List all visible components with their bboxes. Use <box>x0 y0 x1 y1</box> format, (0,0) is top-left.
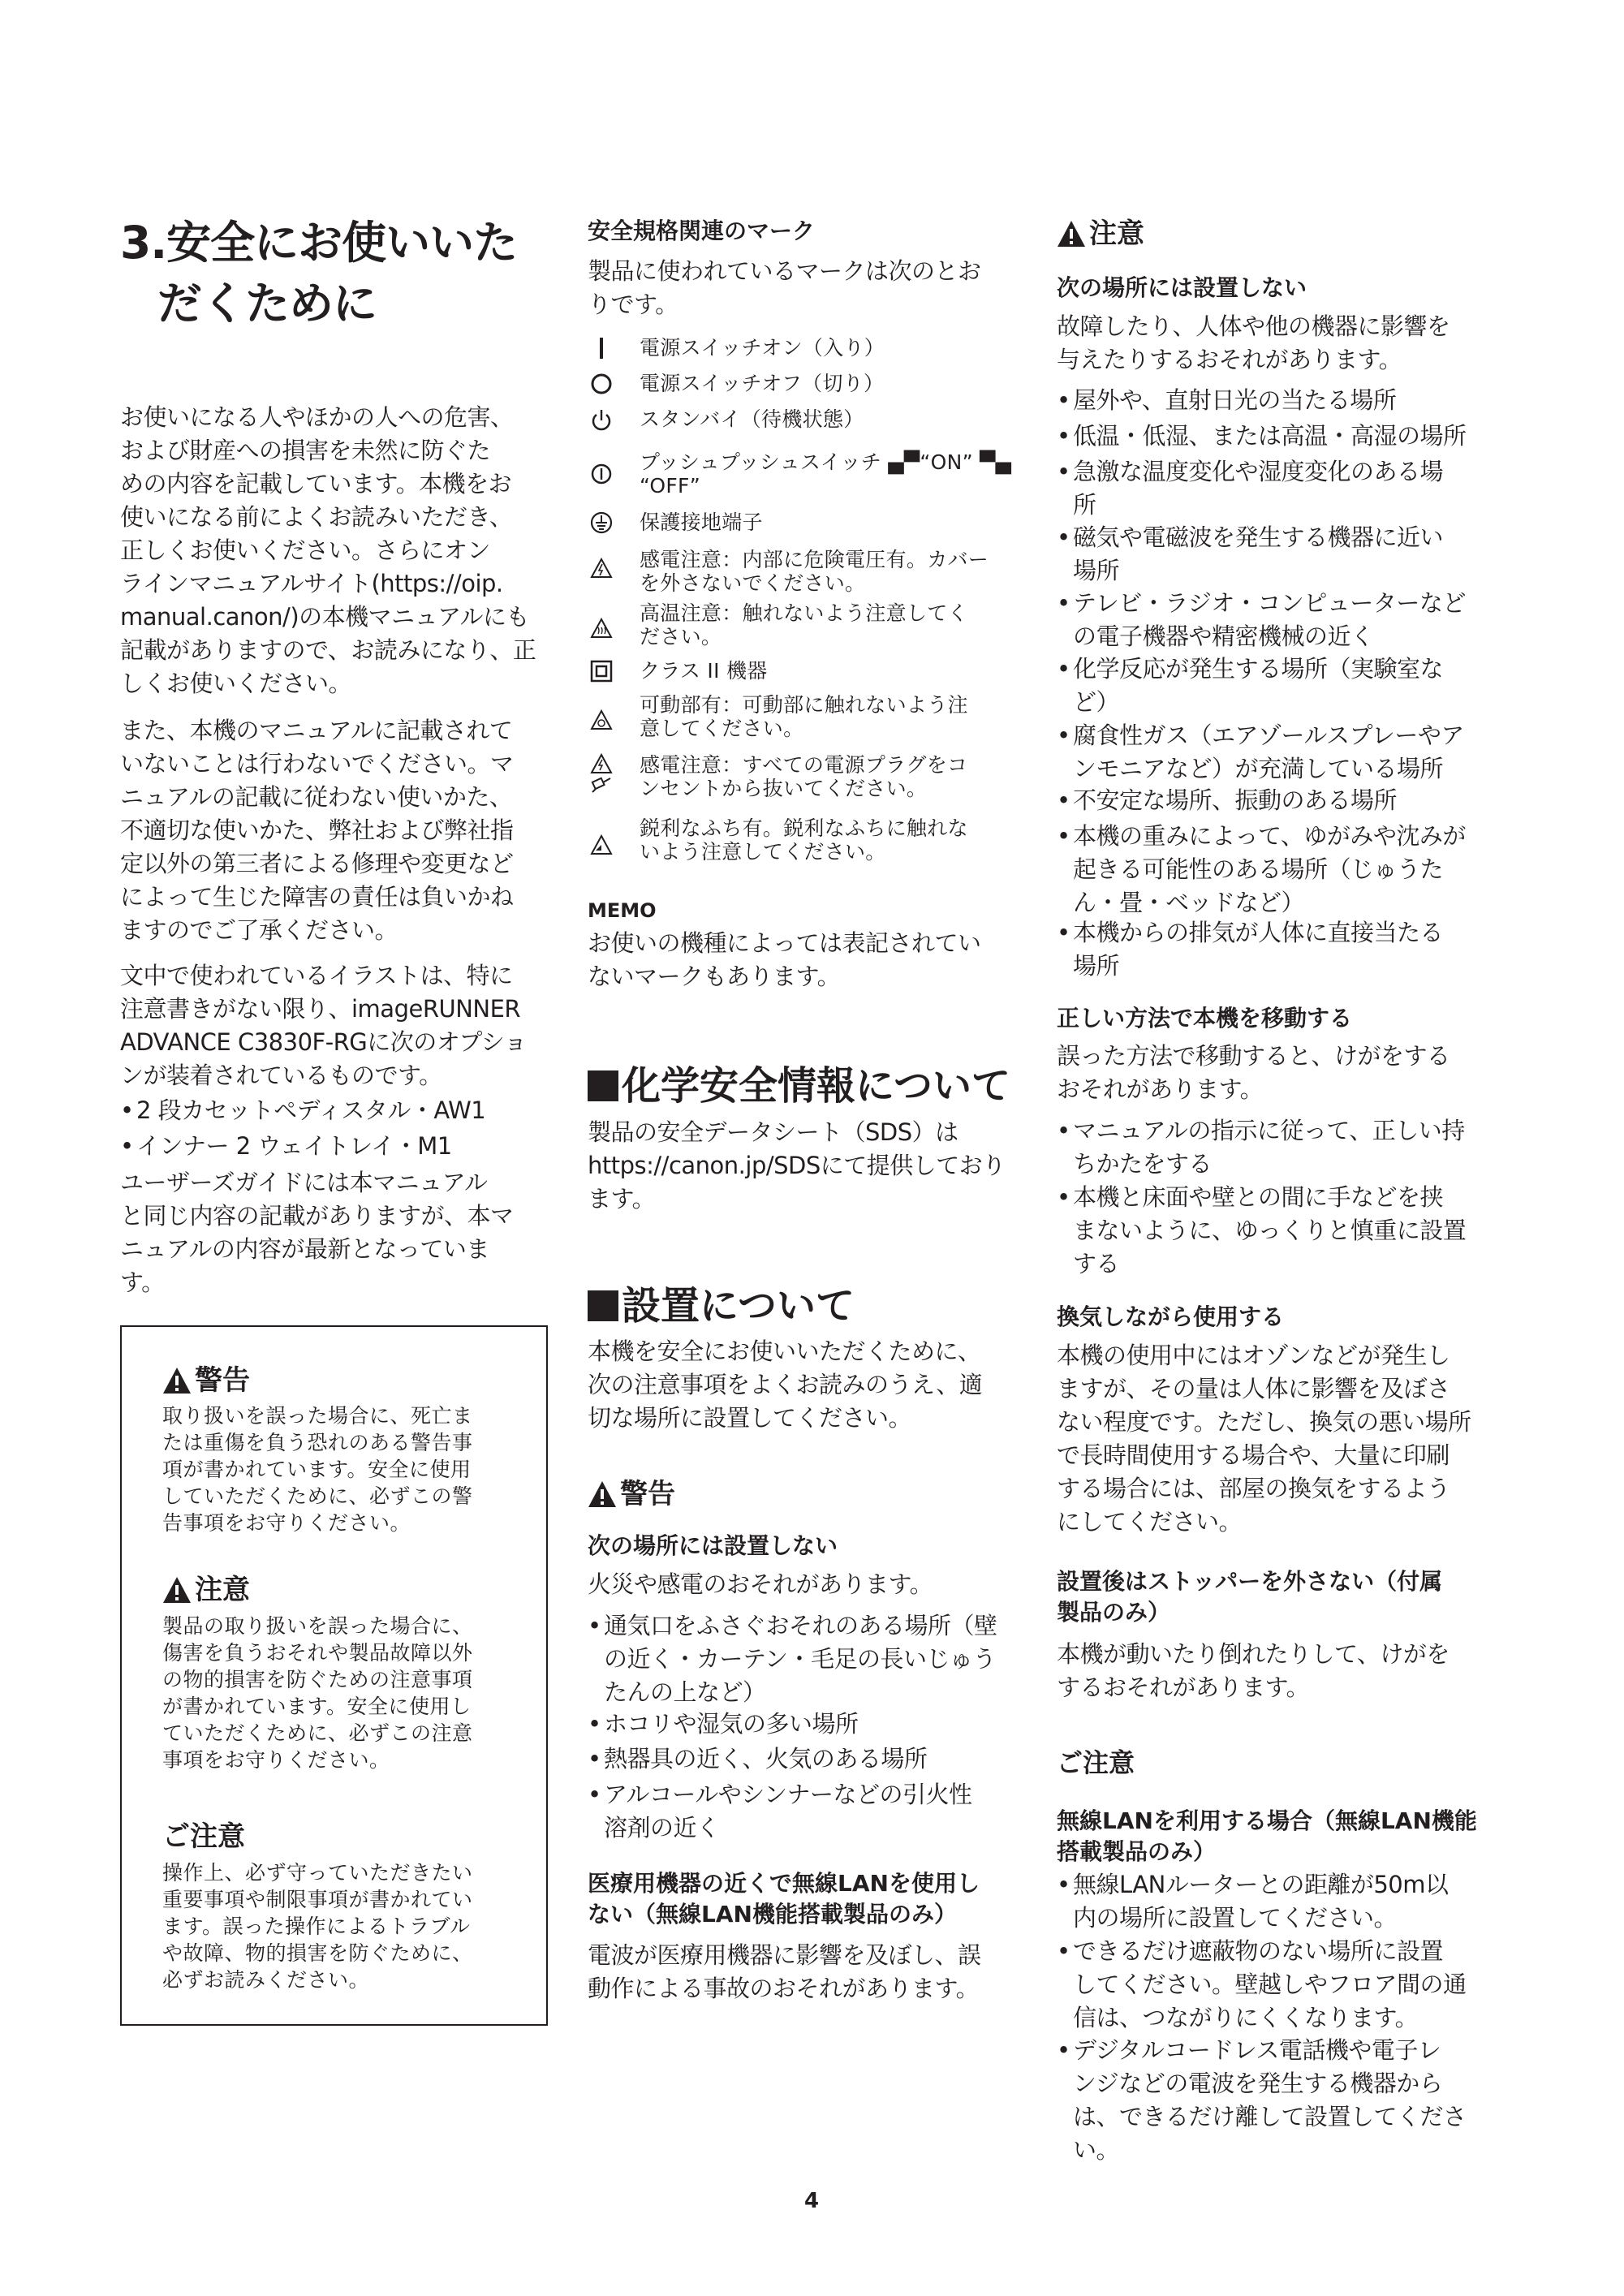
installation-heading: 設置について <box>588 1281 855 1331</box>
bullet-icon: • <box>1057 386 1070 414</box>
chemical-safety-heading: 化学安全情報について <box>588 1061 1010 1111</box>
mark-row: クラス II 機器 <box>588 659 1026 708</box>
bullet-icon: • <box>1057 919 1070 946</box>
bullet-icon: • <box>1057 655 1070 683</box>
list-item: • 不安定な場所、振動のある場所 <box>1057 784 1495 817</box>
list-item: • 本機からの排気が人体に直接当たる 場所 <box>1057 916 1495 983</box>
bullet-icon: • <box>1057 589 1070 617</box>
square-bullet-icon <box>588 1070 618 1101</box>
list-item: • 低温・低湿、または高温・高湿の場所 <box>1057 420 1495 453</box>
stopper-text: 本機が動いたり倒れたりして、けがを するおそれがあります。 <box>1057 1640 1450 1701</box>
no-install-heading: 次の場所には設置しない <box>588 1532 838 1559</box>
wireless-lan-heading: 無線LANを利用する場合（無線LAN機能 搭載製品のみ） <box>1057 1807 1477 1865</box>
mark-row: 電源スイッチオフ（切り） <box>588 372 1026 420</box>
list-item: • 屋外や、直射日光の当たる場所 <box>1057 384 1495 417</box>
power-off-icon <box>588 372 615 396</box>
chemical-safety-text: 製品の安全データシート（SDS）は https://canon.jp/SDSにて提供しており ます。 <box>588 1118 1006 1213</box>
bullet-icon: • <box>588 1781 601 1808</box>
caution-heading: 注意 <box>162 1572 250 1608</box>
memo-label: MEMO <box>588 899 657 922</box>
list-item: • ホコリや湿気の多い場所 <box>588 1708 1026 1741</box>
mark-row: 感電注意：内部に危険電圧有。カバー を外さないでください。 <box>588 548 1026 597</box>
mark-row: 高温注意：触れないよう注意してく ださい。 <box>588 601 1026 650</box>
notice-description: 操作上、必ず守っていただきたい 重要事項や制限事項が書かれてい ます。誤った操作によるトラブル や故障、物的損害を防ぐために、 必ずお読みください。 <box>162 1861 473 1992</box>
memo-text: お使いの機種によっては表記されてい ないマークもあります。 <box>588 929 981 990</box>
standby-icon <box>588 407 615 432</box>
list-item: • できるだけ遮蔽物のない場所に設置 してください。壁越しやフロア間の通 信は、つながりにくくなります。 <box>1057 1935 1495 2035</box>
bullet-icon: • <box>1057 1117 1070 1144</box>
stopper-heading: 設置後はストッパーを外さない（付属 製品のみ） <box>1057 1568 1443 1626</box>
warning-triangle-icon <box>162 1367 192 1394</box>
warning-triangle-icon <box>588 1480 617 1508</box>
bullet-icon: • <box>1057 523 1070 551</box>
intro-paragraph: お使いになる人やほかの人への危害、 および財産への損害を未然に防ぐた めの内容を記載しています。本機をお 使いになる前によくお読みいただき、 正しくお使いください。さらにオン ラインマニュアルサイト(https://oip. manual.canon/)の本機マニュアルにも 記載がありますので、お読みになり、正 しくお使いください。 <box>120 403 536 697</box>
mark-row: 感電注意：すべての電源プラグをコ ンセントから抜いてください。 <box>588 753 1026 802</box>
caution-heading: 注意 <box>1057 216 1144 252</box>
no-install-heading: 次の場所には設置しない <box>1057 274 1307 301</box>
mark-row: プッシュプッシュスイッチ ▄▀“ON” ▀▄ “OFF” <box>588 450 1026 499</box>
sharp-edge-warning-icon <box>588 834 615 855</box>
mark-row: 鋭利なふち有。鋭利なふちに触れな いよう注意してください。 <box>588 816 1026 865</box>
list-item: • 腐食性ガス（エアゾールスプレーやア ンモニアなど）が充満している場所 <box>1057 719 1495 786</box>
bullet-icon: • <box>1057 1937 1070 1965</box>
warning-triangle-icon <box>162 1576 192 1604</box>
unplug-warning-icon <box>588 753 615 794</box>
list-item: • 熱器具の近く、火気のある場所 <box>588 1742 1026 1776</box>
square-bullet-icon <box>588 1290 618 1321</box>
bullet-icon: • <box>1057 722 1070 749</box>
warning-heading: 警告 <box>162 1363 250 1398</box>
notice-heading: ご注意 <box>162 1820 245 1853</box>
list-item: • 急激な温度変化や湿度変化のある場 所 <box>1057 455 1495 522</box>
list-item: • 通気口をふさぐおそれのある場所（壁 の近く・カーテン・毛足の長いじゅう たんの上など） <box>588 1609 1026 1709</box>
ventilation-heading: 換気しながら使用する <box>1057 1303 1285 1330</box>
mark-row: スタンバイ（待機状態） <box>588 407 1026 456</box>
bullet-icon: • <box>1057 1183 1070 1211</box>
list-item: • 磁気や電磁波を発生する機器に近い 場所 <box>1057 521 1495 588</box>
bullet-icon: • <box>1057 822 1070 850</box>
electric-shock-warning-icon <box>588 558 615 579</box>
page-number: 4 <box>803 2189 820 2213</box>
marks-heading: 安全規格関連のマーク <box>588 218 816 244</box>
bullet-icon: • <box>1057 458 1070 485</box>
moving-parts-warning-icon <box>588 709 615 730</box>
bullet-icon: • <box>1057 2036 1070 2064</box>
symbol-legend-box <box>120 1325 548 2026</box>
list-item: • 本機の重みによって、ゆがみや沈みが 起きる可能性のある場所（じゅうた ん・畳・ベッドなど） <box>1057 820 1495 920</box>
list-item: • 本機と床面や壁との間に手などを挟 まないように、ゆっくりと慎重に設置 する <box>1057 1181 1495 1281</box>
bullet-icon: • <box>588 1612 601 1639</box>
bullet-icon: • <box>588 1745 601 1773</box>
class-ii-icon <box>588 659 615 683</box>
page-title: 3.安全にお使いいた だくために <box>120 217 518 330</box>
mark-row: 電源スイッチオン（入り） <box>588 336 1026 385</box>
list-item: • 無線LANルーターとの距離が50m以 内の場所に設置してください。 <box>1057 1868 1495 1935</box>
medical-device-heading: 医療用機器の近くで無線LANを使用し ない（無線LAN機能搭載製品のみ） <box>588 1870 980 1928</box>
option-item: • 2 段カセットペディスタル・AW1 <box>120 1096 486 1124</box>
power-on-icon <box>588 336 615 360</box>
marks-intro: 製品に使われているマークは次のとお りです。 <box>588 257 981 318</box>
hot-surface-warning-icon <box>588 618 615 639</box>
list-item: • デジタルコードレス電話機や電子レ ンジなどの電波を発生する機器から は、できるだけ離して設置してくださ い。 <box>1057 2034 1495 2167</box>
list-item: • テレビ・ラジオ・コンピューターなど の電子機器や精密機械の近く <box>1057 587 1495 653</box>
illustration-note-paragraph: 文中で使われているイラストは、特に 注意書きがない限り、imageRUNNER ADVANCE C3830F-RGに次のオプショ ンが装着されているものです。 <box>120 962 528 1089</box>
warning-description: 取り扱いを誤った場合に、死亡ま たは重傷を負う恐れのある警告事 項が書かれています。安全に使用 していただくために、必ずこの警 告事項をお守りください。 <box>162 1404 473 1535</box>
disclaimer-paragraph: また、本機のマニュアルに記載されて いないことは行わないでください。マ ニュアルの記載に従わない使いかた、 不適切な使いかた、弊社および弊社指 定以外の第三者による修理や変更など によって生じた障害の責任は負いかね ますのでご了承ください。 <box>120 717 514 944</box>
list-item: • アルコールやシンナーなどの引火性 溶剤の近く <box>588 1778 1026 1845</box>
mark-row: 保護接地端子 <box>588 510 1026 559</box>
list-item: • 化学反応が発生する場所（実験室な ど） <box>1057 653 1495 719</box>
warning-heading: 警告 <box>588 1476 675 1512</box>
move-text: 誤った方法で移動すると、けがをする おそれがあります。 <box>1057 1042 1450 1103</box>
push-push-switch-icon <box>588 462 615 486</box>
bullet-icon: • <box>588 1710 601 1738</box>
ventilation-text: 本機の使用中にはオゾンなどが発生し ますが、その量は人体に影響を及ぼさ ない程度です。ただし、換気の悪い場所 で長時間使用する場合や、大量に印刷 する場合には、部屋の換気をするよう にしてください。 <box>1057 1342 1471 1536</box>
medical-device-text: 電波が医療用機器に影響を及ぼし、誤 動作による事故のおそれがあります。 <box>588 1941 981 2002</box>
warning-triangle-icon <box>1057 220 1086 248</box>
protective-earth-icon <box>588 510 615 535</box>
mark-row: 可動部有：可動部に触れないよう注 意してください。 <box>588 693 1026 742</box>
notice-heading: ご注意 <box>1057 1747 1135 1778</box>
bullet-icon: • <box>1057 786 1070 814</box>
no-install-reason: 故障したり、人体や他の機器に影響を 与えたりするおそれがあります。 <box>1057 312 1450 373</box>
users-guide-paragraph: ユーザーズガイドには本マニュアル と同じ内容の記載がありますが、本マ ニュアルの内容が最新となっていま す。 <box>120 1169 514 1296</box>
option-item: • インナー 2 ウェイトレイ・M1 <box>120 1132 452 1160</box>
caution-description: 製品の取り扱いを誤った場合に、 傷害を負うおそれや製品故障以外 の物的損害を防ぐための注意事項 が書かれています。安全に使用し ていただくために、必ずこの注意 事項をお守りください。 <box>162 1614 473 1772</box>
list-item: • マニュアルの指示に従って、正しい持 ちかたをする <box>1057 1114 1495 1181</box>
no-install-reason: 火災や感電のおそれがあります。 <box>588 1570 933 1598</box>
installation-intro: 本機を安全にお使いいただくために、 次の注意事項をよくお読みのうえ、適 切な場所に設置してください。 <box>588 1338 983 1432</box>
bullet-icon: • <box>1057 1871 1070 1898</box>
move-heading: 正しい方法で本機を移動する <box>1057 1005 1353 1032</box>
bullet-icon: • <box>1057 422 1070 450</box>
